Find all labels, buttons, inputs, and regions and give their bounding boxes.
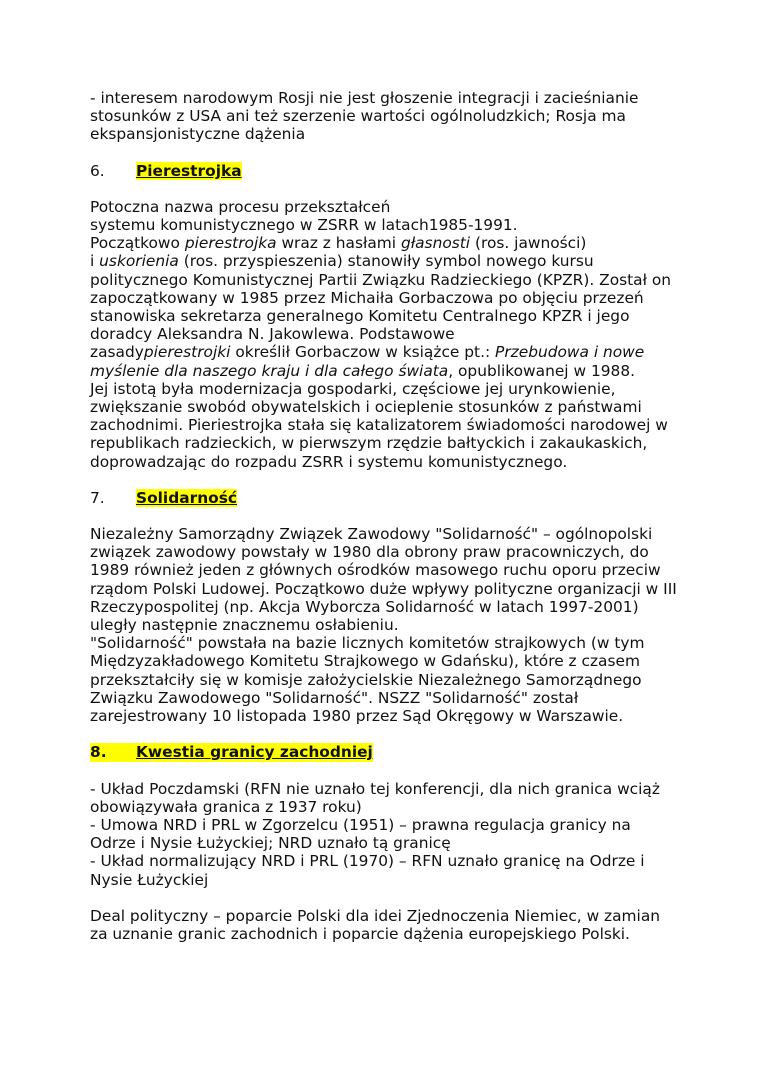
paragraph: i uskorienia (ros. przyspieszenia) stanowiły symbol nowego kursu politycznego Komunistycznej Partii Związku Radzieckiego (KPZR). Został on zapoczątkowany w 1985 przez Michaiła Gorbaczowa po objęciu przezeń stanowiska sekretarza generalnego Komitetu Centralnego KPZR i jego doradcy Aleksandra N. Jakowlewa. Podstawowe	[90, 252, 672, 344]
paragraph: Jej istotą była modernizacja gospodarki, częściowe jej urynkowienie, zwiększanie swobód obywatelskich i ocieplenie stosunków z państwami zachodnimi. Pieriestrojka stała się katalizatorem świadomości narodowej w republikach radzieckich, w pierwszym rzędzie bałtyckich i zakaukaskich, doprowadzając do rozpadu ZSRR i systemu komunistycznego.	[90, 379, 668, 471]
paragraph: Początkowo pierestrojka wraz z hasłami głasnosti (ros. jawności)	[90, 234, 587, 253]
section-title: Pierestrojka	[136, 161, 242, 180]
section-7-heading	[90, 489, 680, 507]
section-8-body	[90, 780, 680, 944]
section-title: Kwestia granicy zachodniej	[136, 743, 373, 762]
document-page	[90, 89, 680, 943]
closing-paragraph: Deal polityczny – poparcie Polski dla idei Zjednoczenia Niemiec, w zamian za uznanie granic zachodnich i poparcie dążenia europejskiego Polski.	[90, 906, 661, 943]
section-title: Solidarność	[136, 488, 238, 507]
paragraph: "Solidarność" powstała na bazie licznych komitetów strajkowych (w tym Międzyzakładowego Komitetu Strajkowego w Gdańsku), które z czasem przekształciły się w komisje założycielskie Niezależnego Samorządnego Związku Zawodowego "Solidarność". NSZZ "Solidarność" został zarejestrowany 10 listopada 1980 przez Sąd Okręgowy w Warszawie.	[90, 634, 645, 726]
section-6-heading	[90, 162, 680, 180]
paragraph: systemu komunistycznego w ZSRR w latach1985-1991.	[90, 216, 518, 235]
list-item: - Umowa NRD i PRL w Zgorzelcu (1951) – prawna regulacja granicy na Odrze i Nysie Łużyckiej; NRD uznało tą granicę	[90, 815, 631, 853]
section-6-body	[90, 198, 680, 471]
list-item: - Układ Poczdamski (RFN nie uznało tej konferencji, dla nich granica wciąż obowiązywała granica z 1937 roku)	[90, 779, 660, 816]
intro-paragraph: - interesem narodowym Rosji nie jest głoszenie integracji i zacieśnianie stosunków z USA ani też szerzenie wartości ogólnoludzkich; Rosja ma ekspansjonistyczne dążenia	[90, 89, 639, 144]
section-7-body	[90, 525, 680, 725]
paragraph: Potoczna nazwa procesu przekształceń	[90, 197, 391, 216]
section-8-heading	[90, 743, 680, 761]
section-number: 8.	[90, 743, 136, 761]
section-number: 6.	[90, 161, 105, 180]
paragraph: zasadypierestrojki określił Gorbaczow w książce pt.: Przebudowa i nowe myślenie dla naszego kraju i dla całego świata, opublikowanej w 1988.	[90, 343, 645, 380]
list-item: - Układ normalizujący NRD i PRL (1970) – RFN uznało granicę na Odrze i Nysie Łużyckiej	[90, 852, 645, 889]
paragraph: Niezależny Samorządny Związek Zawodowy "Solidarność" – ogólnopolski związek zawodowy powstały w 1980 dla obrony praw pracowniczych, do 1989 również jeden z głównych ośrodków masowego ruchu oporu przeciw rządom Polski Ludowej. Początkowo duże wpływy polityczne organizacji w III Rzeczypospolitej (np. Akcja Wyborcza Solidarność w latach 1997-2001) uległy następnie znacznemu osłabieniu.	[90, 525, 677, 635]
section-number: 7.	[90, 488, 105, 507]
